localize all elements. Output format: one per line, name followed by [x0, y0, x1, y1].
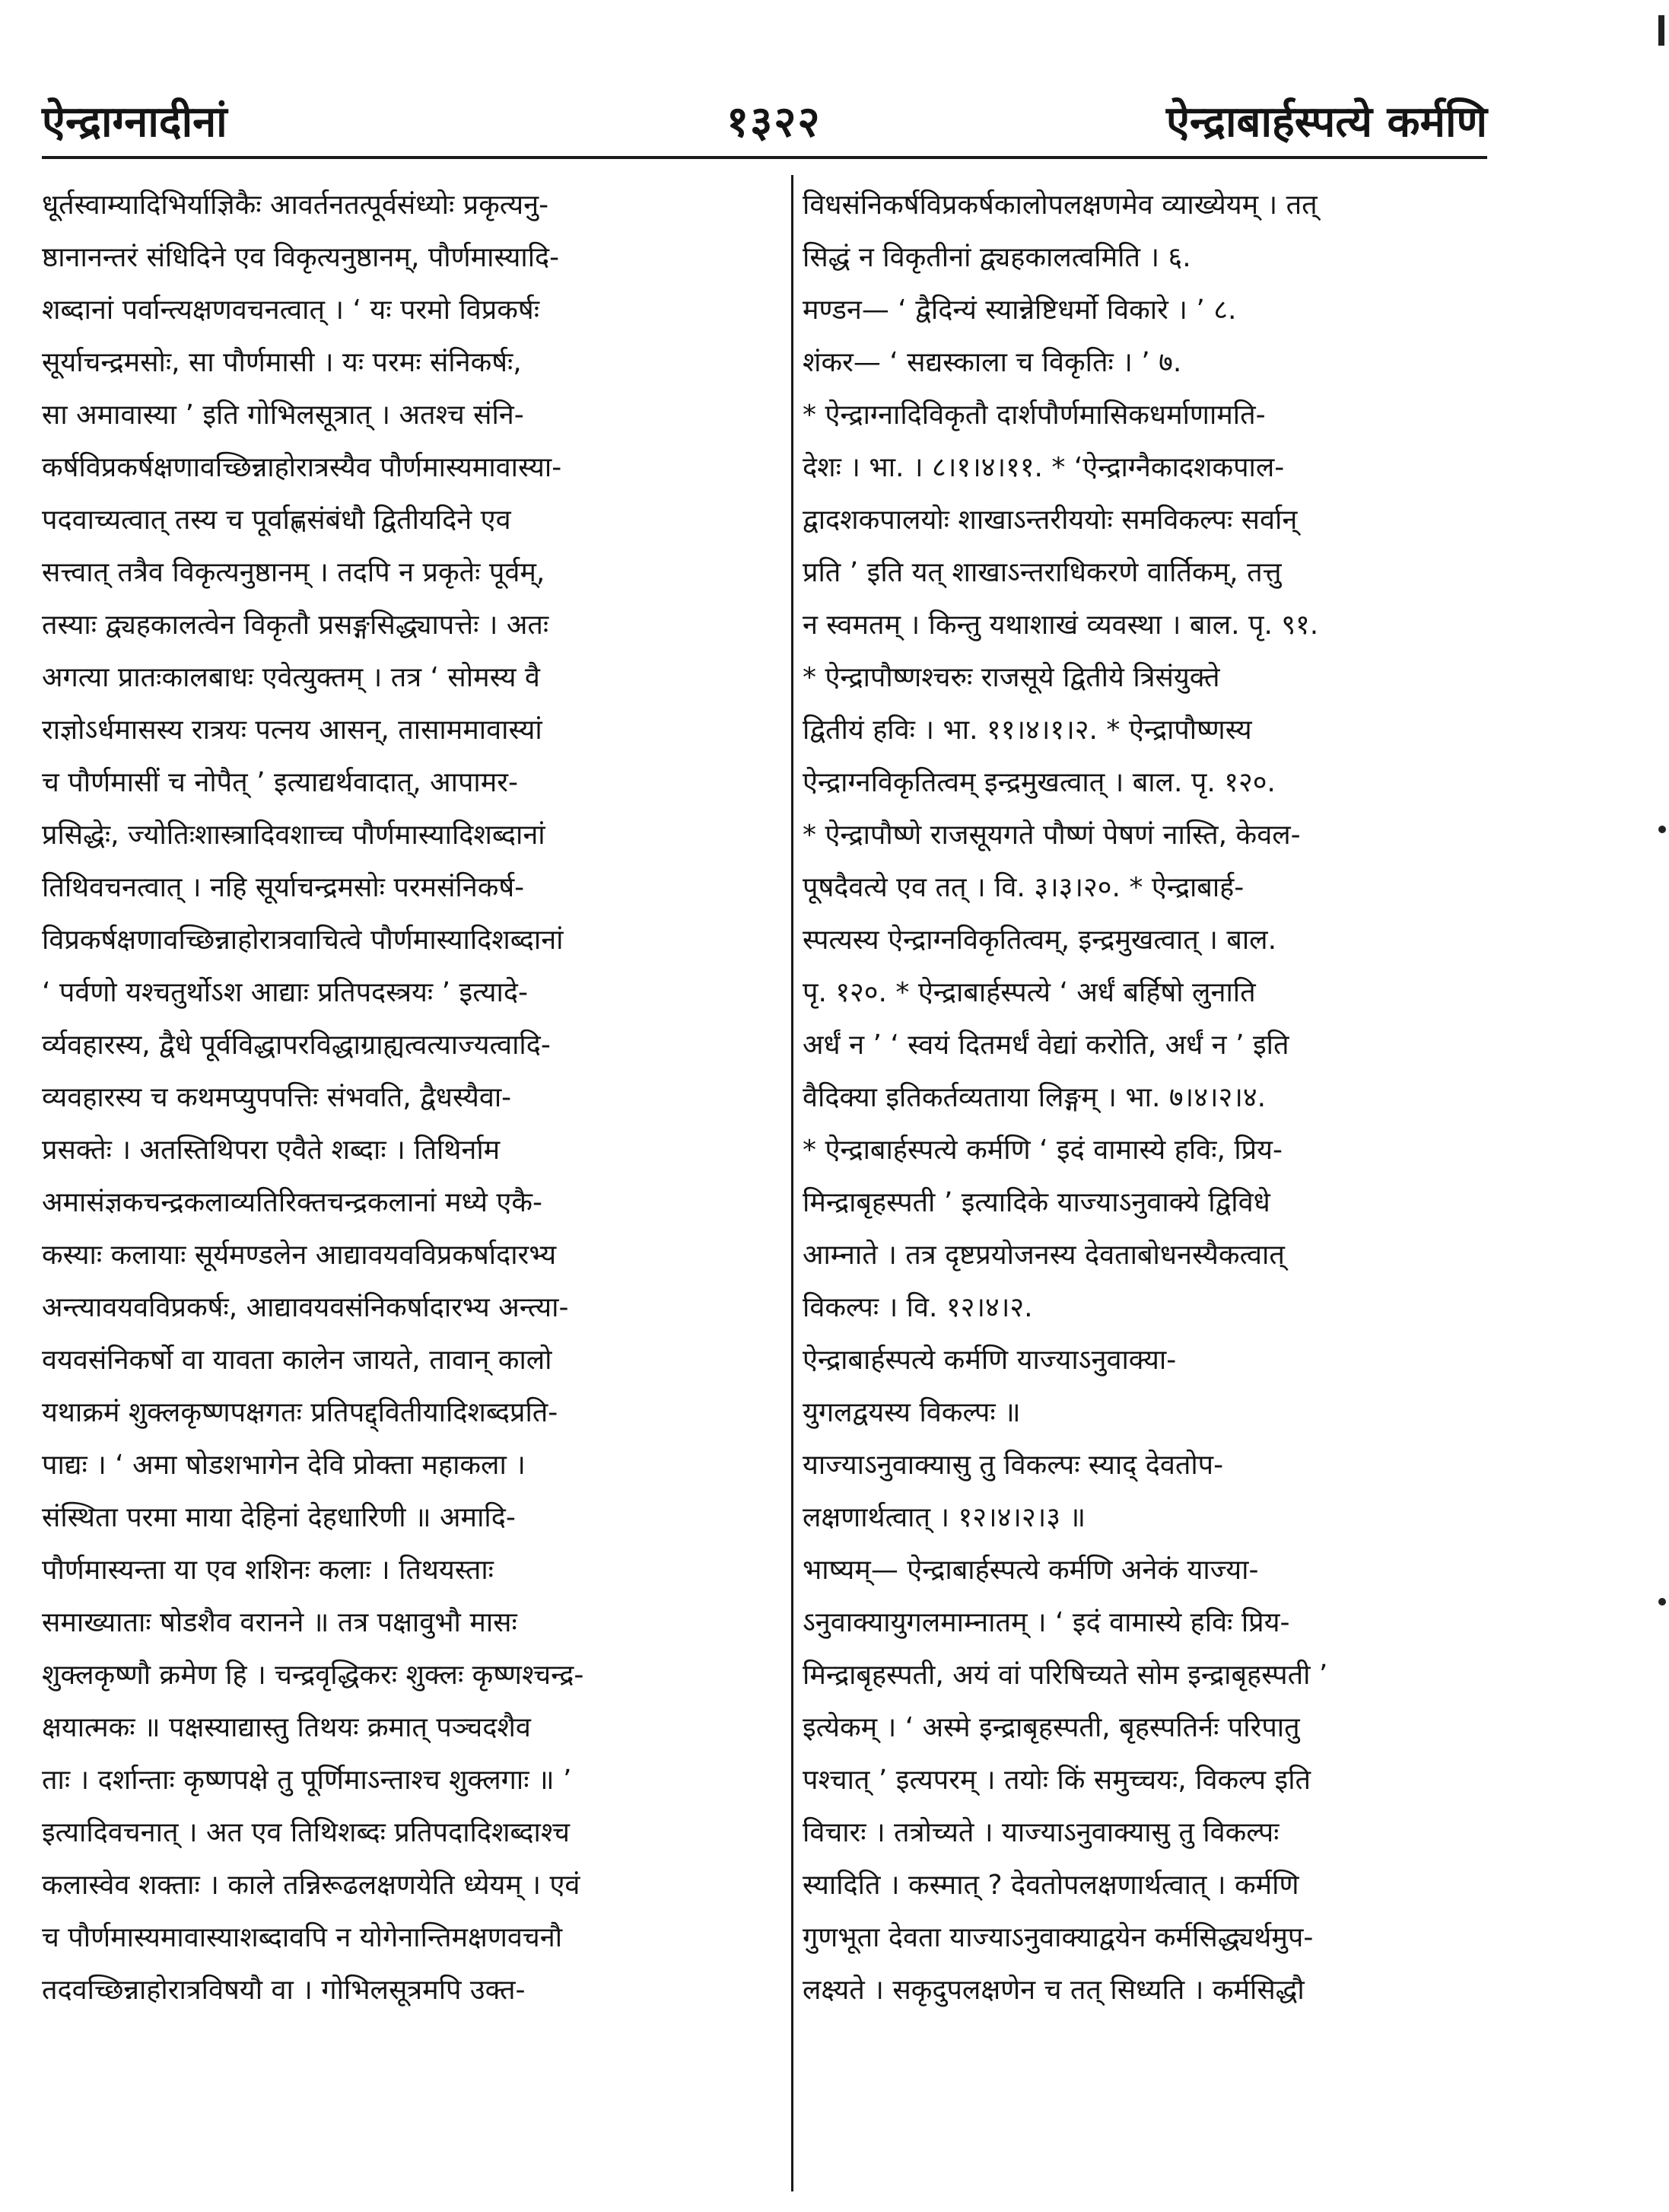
text-line: विचारः । तत्रोच्यते । याज्याऽनुवाक्यासु तु विकल्पः [803, 1817, 1280, 1848]
text-line: तिथिवचनत्वात् । नहि सूर्याचन्द्रमसोः परमसंनिकर्ष- [42, 872, 525, 903]
text-line: आम्नाते । तत्र दृष्टप्रयोजनस्य देवताबोधनस्यैकत्वात् [803, 1240, 1285, 1271]
text-line: याज्याऽनुवाक्यासु तु विकल्पः स्याद् देवतोप- [803, 1450, 1224, 1481]
text-line: शुक्लकृष्णौ क्रमेण हि । चन्द्रवृद्धिकरः शुक्लः कृष्णश्चन्द्र- [42, 1660, 584, 1691]
text-line: र्व्यवहारस्य, द्वैधे पूर्वविद्धापरविद्धाग्राह्यत्वत्याज्यत्वादि- [42, 1030, 551, 1061]
text-line: * ऐन्द्राग्नादिविकृतौ दार्शपौर्णमासिकधर्माणामति- [803, 399, 1266, 431]
page-number: १३२२ [726, 97, 822, 147]
text-line: भाष्यम्— ऐन्द्राबार्हस्पत्ये कर्मणि अनेकं याज्या- [803, 1555, 1259, 1586]
text-line: कस्याः कलायाः सूर्यमण्डलेन आद्यावयवविप्रकर्षादारभ्य [42, 1240, 557, 1271]
text-line: राज्ञोऽर्धमासस्य रात्रयः पत्नय आसन्, तासाममावास्यां [42, 715, 542, 746]
text-line: स्पत्यस्य ऐन्द्राग्नविकृतित्वम्, इन्द्रमुखत्वात् । बाल. [803, 925, 1277, 956]
text-line: अन्त्यावयवविप्रकर्षः, आद्यावयवसंनिकर्षादारभ्य अन्त्या- [42, 1292, 569, 1323]
text-line: द्वितीयं हविः । भा. ११।४।१।२. * ऐन्द्रापौष्णस्य [803, 715, 1252, 746]
text-line: यथाक्रमं शुक्लकृष्णपक्षगतः प्रतिपद्द्वितीयादिशब्दप्रति- [42, 1397, 558, 1428]
text-line: विप्रकर्षक्षणावच्छिन्नाहोरात्रवाचित्वे पौर्णमास्यादिशब्दानां [42, 925, 564, 956]
text-line: व्यवहारस्य च कथमप्युपपत्तिः संभवति, द्वैधस्यैवा- [42, 1082, 512, 1113]
text-line: सा अमावास्या ’ इति गोभिलसूत्रात् । अतश्च संनि- [42, 399, 524, 431]
text-line: लक्षणार्थत्वात् । १२।४।२।३ ॥ [803, 1502, 1086, 1533]
column-divider [791, 175, 793, 2191]
text-line: अगत्या प्रातःकालबाधः एवेत्युक्तम् । तत्र ‘ सोमस्य वै [42, 662, 540, 693]
text-line: च पौर्णमास्यमावास्याशब्दावपि न योगेनान्तिमक्षणवचनौ [42, 1922, 563, 1953]
text-line: ऐन्द्राबार्हस्पत्ये कर्मणि याज्याऽनुवाक्या- [803, 1345, 1177, 1376]
text-line: प्रसिद्धेः, ज्योतिःशास्त्रादिवशाच्च पौर्णमास्यादिशब्दानां [42, 820, 545, 851]
text-line: वयवसंनिकर्षो वा यावता कालेन जायते, तावान् कालो [42, 1345, 552, 1376]
text-line: प्रति ’ इति यत् शाखाऽन्तराधिकरणे वार्तिकम्, तत्तु [803, 557, 1282, 588]
text-line: इत्येकम् । ‘ अस्मे इन्द्राबृहस्पती, बृहस्पतिर्नः परिपातु [803, 1712, 1300, 1743]
text-line: तदवच्छिन्नाहोरात्रविषयौ वा । गोभिलसूत्रमपि उक्त- [42, 1975, 526, 2006]
text-line: ऽनुवाक्यायुगलमाम्नातम् । ‘ इदं वामास्ये हविः प्रिय- [803, 1607, 1290, 1638]
text-line: विकल्पः । वि. १२।४।२. [803, 1292, 1033, 1323]
text-line: च पौर्णमासीं च नोपैत् ’ इत्याद्यर्थवादात्, आपामर- [42, 767, 518, 798]
text-line: * ऐन्द्रापौष्णश्चरुः राजसूये द्वितीये त्रिसंयुक्ते [803, 662, 1220, 693]
text-line: पूषदैवत्ये एव तत् । वि. ३।३।२०. * ऐन्द्राबार्ह- [803, 872, 1245, 903]
page-header [42, 76, 1487, 160]
text-line: शब्दानां पर्वान्त्यक्षणवचनत्वात् । ‘ यः परमो विप्रकर्षः [42, 294, 540, 326]
text-line: सिद्धं न विकृतीनां द्व्यहकालत्वमिति । ६. [803, 242, 1191, 273]
text-line: पृ. १२०. * ऐन्द्राबार्हस्पत्ये ‘ अर्धं बर्हिषो लुनाति [803, 977, 1256, 1008]
text-line: मिन्द्राबृहस्पती, अयं वां परिषिच्यते सोम इन्द्राबृहस्पती ’ [803, 1660, 1328, 1691]
text-line: सत्त्वात् तत्रैव विकृत्यनुष्ठानम् । तदपि न प्रकृतेः पूर्वम्, [42, 557, 545, 588]
text-line: क्षयात्मकः ॥ पक्षस्याद्यास्तु तिथयः क्रमात् पञ्चदशैव [42, 1712, 531, 1743]
text-line: प्रसक्तेः । अतस्तिथिपरा एवैते शब्दाः । तिथिर्नाम [42, 1135, 501, 1166]
text-line: लक्ष्यते । सकृदुपलक्षणेन च तत् सिध्यति । कर्मसिद्धौ [803, 1975, 1305, 2006]
text-line: पौर्णमास्यन्ता या एव शशिनः कलाः । तिथयस्ताः [42, 1555, 494, 1586]
margin-dot [1658, 826, 1666, 833]
text-line: स्यादिति । कस्मात् ? देवतोपलक्षणार्थत्वात् । कर्मणि [803, 1870, 1299, 1901]
text-line: धूर्तस्वाम्यादिभिर्याज्ञिकैः आवर्तनतत्पूर्वसंध्योः प्रकृत्यनु- [42, 189, 549, 221]
text-line: विधसंनिकर्षविप्रकर्षकालोपलक्षणमेव व्याख्येयम् । तत् [803, 189, 1318, 221]
text-line: समाख्याताः षोडशैव वरानने ॥ तत्र पक्षावुभौ मासः [42, 1607, 517, 1638]
text-line: मिन्द्राबृहस्पती ’ इत्यादिके याज्याऽनुवाक्ये द्विविधे [803, 1187, 1270, 1218]
text-line: द्वादशकपालयोः शाखाऽन्तरीययोः समविकल्पः सर्वान् [803, 504, 1298, 536]
text-line: * ऐन्द्रापौष्णे राजसूयगते पौष्णं पेषणं नास्ति, केवल- [803, 820, 1301, 851]
text-line: पश्चात् ’ इत्यपरम् । तयोः किं समुच्चयः, विकल्प इति [803, 1765, 1311, 1796]
header-rule [42, 156, 1487, 159]
edge-mark [1658, 15, 1664, 46]
running-head-left: ऐन्द्राग्नादीनां [42, 97, 227, 147]
text-line: अर्धं न ’ ‘ स्वयं दितमर्धं वेद्यां करोति, अर्धं न ’ इति [803, 1030, 1289, 1061]
text-line: गुणभूता देवता याज्याऽनुवाक्याद्वयेन कर्मसिद्ध्यर्थमुप- [803, 1922, 1314, 1953]
text-line: संस्थिता परमा माया देहिनां देहधारिणी ॥ अमादि- [42, 1502, 516, 1533]
margin-dot [1658, 1598, 1666, 1606]
text-line: शंकर— ‘ सद्यस्काला च विकृतिः । ’ ७. [803, 347, 1182, 378]
text-line: कलास्वेव शक्ताः । काले तन्निरूढलक्षणयेति ध्येयम् । एवं [42, 1870, 580, 1901]
running-head-right: ऐन्द्राबार्हस्पत्ये कर्मणि [1165, 97, 1487, 147]
text-line: युगलद्वयस्य विकल्पः ॥ [803, 1397, 1021, 1428]
text-line: सूर्याचन्द्रमसोः, सा पौर्णमासी । यः परमः संनिकर्षः, [42, 347, 522, 378]
text-line: न स्वमतम् । किन्तु यथाशाखं व्यवस्था । बाल. पृ. ९१. [803, 609, 1319, 641]
text-line: इत्यादिवचनात् । अत एव तिथिशब्दः प्रतिपदादिशब्दाश्च [42, 1817, 571, 1848]
text-line: मण्डन— ‘ द्वैदिन्यं स्यान्नेष्टिधर्मो विकारे । ’ ८. [803, 294, 1237, 326]
text-line: * ऐन्द्राबार्हस्पत्ये कर्मणि ‘ इदं वामास्ये हविः, प्रिय- [803, 1135, 1283, 1166]
text-line: अमासंज्ञकचन्द्रकलाव्यतिरिक्तचन्द्रकलानां मध्ये एकै- [42, 1187, 542, 1218]
text-line: ‘ पर्वणो यश्चतुर्थोऽश आद्याः प्रतिपदस्त्रयः ’ इत्यादे- [42, 977, 528, 1008]
text-line: ऐन्द्राग्नविकृतित्वम् इन्द्रमुखत्वात् । बाल. पृ. १२०. [803, 767, 1276, 798]
text-line: ष्ठानानन्तरं संधिदिने एव विकृत्यनुष्ठानम्, पौर्णमास्यादि- [42, 242, 560, 273]
text-line: कर्षविप्रकर्षक्षणावच्छिन्नाहोरात्रस्यैव पौर्णमास्यमावास्या- [42, 452, 562, 483]
left-column [42, 179, 765, 2016]
text-line: तस्याः द्व्यहकालत्वेन विकृतौ प्रसङ्गसिद्ध्यापत्तेः । अतः [42, 609, 549, 641]
text-line: पाद्यः । ‘ अमा षोडशभागेन देवि प्रोक्ता महाकला । [42, 1450, 526, 1481]
text-line: ताः । दर्शान्ताः कृष्णपक्षे तु पूर्णिमाऽन्ताश्च शुक्लगाः ॥ ’ [42, 1765, 572, 1796]
text-line: वैदिक्या इतिकर्तव्यताया लिङ्गम् । भा. ७।४।२।४. [803, 1082, 1267, 1113]
text-line: देशः । भा. । ८।१।४।११. * ‘ऐन्द्राग्नैकादशकपाल- [803, 452, 1285, 483]
right-column [803, 179, 1487, 2016]
text-line: पदवाच्यत्वात् तस्य च पूर्वाह्णसंबंधौ द्वितीयदिने एव [42, 504, 511, 536]
